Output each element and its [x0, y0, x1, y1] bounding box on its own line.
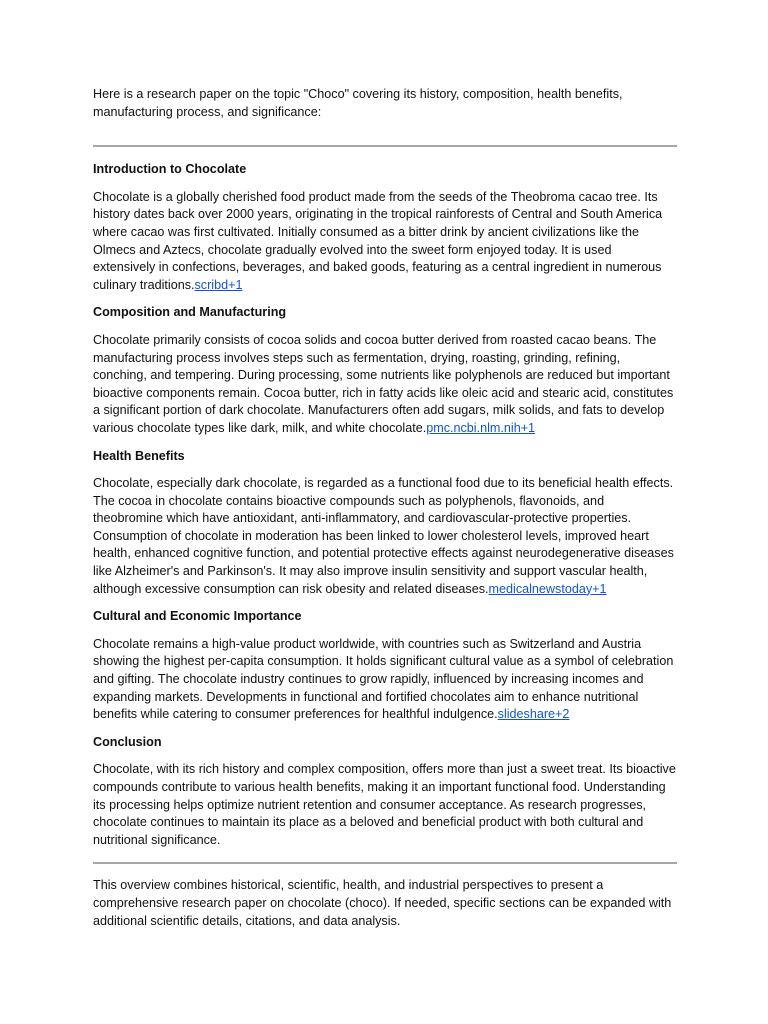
section-text: Chocolate primarily consists of cocoa solids and cocoa butter derived from roasted cacao beans. The manufacturing process involves steps such as fermentation, drying, roasting, grinding, refining, conching, and tempering. During processing, some nutrients like polyphenols are reduced but important bioactive components remain. Cocoa butter, rich in fatty acids like oleic acid and stearic acid, constitutes a significant portion of dark chocolate. Manufacturers often add sugars, milk solids, and fats to develop various chocolate types like dark, milk, and white chocolate.	[93, 332, 674, 435]
citation-link[interactable]: scribd+1	[194, 277, 243, 292]
section-heading: Cultural and Economic Importance	[93, 609, 302, 624]
section-body	[93, 475, 677, 598]
section-conclusion	[93, 734, 677, 850]
top-divider	[93, 145, 677, 147]
section-text: Chocolate is a globally cherished food product made from the seeds of the Theobroma cacao tree. Its history dates back over 2000 years, originating in the tropical rainforests of Central and South America where cacao was first cultivated. Initially consumed as a bitter drink by ancient civilizations like the Olmecs and Aztecs, chocolate gradually evolved into the sweet form enjoyed today. It is used extensively in confections, beverages, and baked goods, featuring as a central ingredient in numerous culinary traditions.	[93, 189, 663, 292]
section-heading: Conclusion	[93, 734, 162, 749]
section-composition	[93, 304, 677, 437]
citation-link[interactable]: medicalnewstoday+1	[488, 581, 607, 596]
section-heading: Introduction to Chocolate	[93, 162, 247, 177]
section-heading: Health Benefits	[93, 448, 185, 463]
section-text: Chocolate remains a high-value product worldwide, with countries such as Switzerland and Austria showing the highest per-capita consumption. It holds significant cultural value as a symbol of celebration and gifting. The chocolate industry continues to grow rapidly, influenced by increasing incomes and expanding markets. Developments in functional and fortified chocolates aim to enhance nutritional benefits while catering to consumer preferences for healthful indulgence.	[93, 636, 674, 722]
section-text: Chocolate, especially dark chocolate, is regarded as a functional food due to its beneficial health effects. The cocoa in chocolate contains bioactive compounds such as polyphenols, flavonoids, and theobromine which have antioxidant, anti-inflammatory, and cardiovascular-protective properties. Consumption of chocolate in moderation has been linked to lower cholesterol levels, improved heart health, enhanced cognitive function, and potential protective effects against neurodegenerative diseases like Alzheimer's and Parkinson's. It may also improve insulin sensitivity and support vascular health, although excessive consumption can risk obesity and related diseases.	[93, 476, 674, 596]
bottom-divider	[93, 862, 677, 864]
section-health-benefits	[93, 448, 677, 599]
intro-paragraph: Here is a research paper on the topic "Choco" covering its history, composition, health benefits, manufacturing process, and significance:	[93, 87, 623, 119]
section-body	[93, 761, 677, 849]
section-body	[93, 332, 677, 438]
citation-link[interactable]: pmc.ncbi.nlm.nih+1	[426, 420, 536, 435]
document-page	[93, 86, 677, 930]
section-cultural-economic	[93, 608, 677, 724]
section-text: Chocolate, with its rich history and complex composition, offers more than just a sweet treat. Its bioactive compounds contribute to various health benefits, making it an important functional food. Understanding its processing helps optimize nutrient retention and consumer acceptance. As research progresses, chocolate continues to maintain its place as a beloved and beneficial product with both cultural and nutritional significance.	[93, 762, 676, 847]
closing-paragraph: This overview combines historical, scientific, health, and industrial perspectives to present a comprehensive research paper on chocolate (choco). If needed, specific sections can be expanded with additional scientific details, citations, and data analysis.	[93, 878, 672, 928]
section-body	[93, 189, 677, 295]
citation-link[interactable]: slideshare+2	[497, 707, 570, 722]
section-introduction	[93, 161, 677, 294]
section-body	[93, 636, 677, 724]
section-heading: Composition and Manufacturing	[93, 305, 287, 320]
